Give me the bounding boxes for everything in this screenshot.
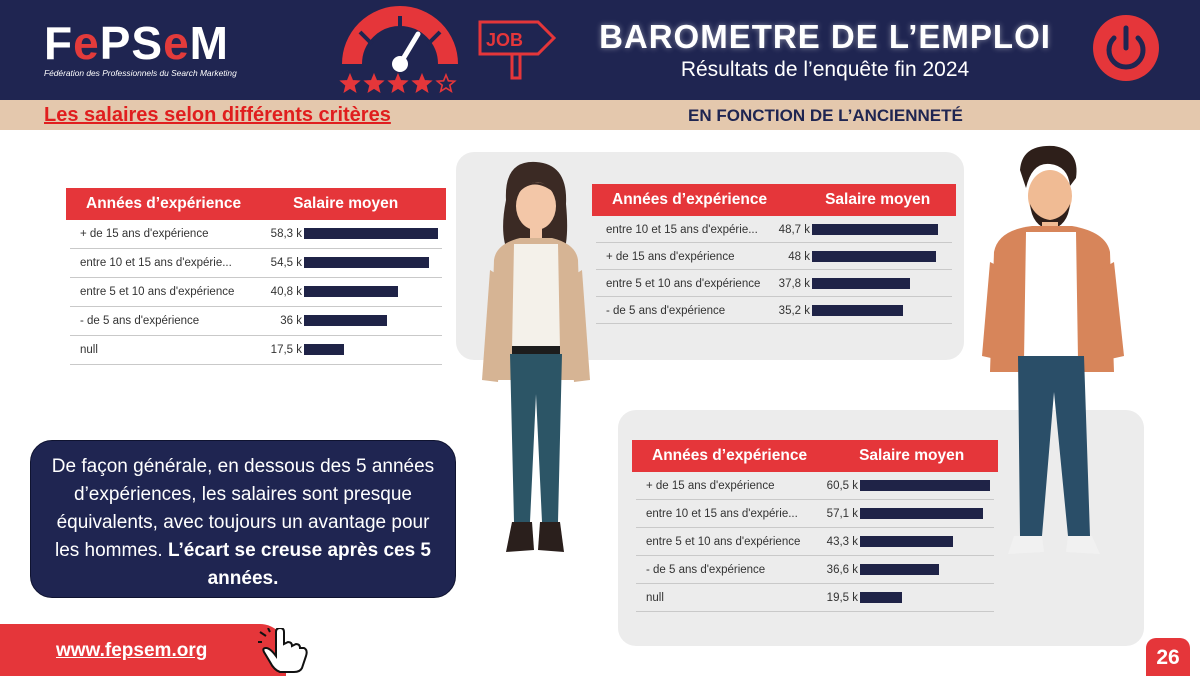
table-header [632,440,998,472]
value-label: 48 k [788,251,810,263]
website-link[interactable]: www.fepsem.org [56,640,208,661]
row-label: - de 5 ans d'expérience [80,315,200,327]
table-row [636,500,994,528]
row-label: null [80,344,98,356]
table-row [636,472,994,500]
conclusion-emphasis: L’écart se creuse après ces 5 années. [167,540,431,589]
fepsem-logo[interactable] [44,17,237,78]
table-row [70,278,442,307]
value-label: 60,5 k [826,480,858,492]
rating-stars [341,75,454,91]
salary-bar [812,305,903,316]
value-label: 40,8 k [270,286,302,298]
salary-bar [304,315,387,326]
page-title: BAROMETRE DE L’EMPLOI [599,18,1051,55]
star-icon [437,75,454,91]
header-bar [0,0,1200,100]
conclusion-text: De façon générale, en dessous des 5 années d’expériences, les salaires sont presque équivalents, avec toujours un avantage pour les hommes. [51,456,435,561]
table-row [636,556,994,584]
header-experience: Années d’expérience [86,195,242,212]
row-label: + de 15 ans d'expérience [80,228,209,240]
salary-bar [812,251,936,262]
row-label: null [646,592,664,604]
row-label: entre 10 et 15 ans d'expérie... [646,508,798,520]
salary-bar [812,278,910,289]
value-label: 43,3 k [826,536,858,548]
table-row [636,528,994,556]
salary-bar [304,286,398,297]
woman-illustration [476,160,592,556]
row-label: - de 5 ans d'expérience [606,305,726,317]
header-salary: Salaire moyen [859,447,965,464]
table-men [632,440,998,612]
job-sign-label: JOB [486,30,524,50]
value-label: 48,7 k [778,224,810,236]
value-label: 19,5 k [826,592,858,604]
table-row [596,216,952,243]
value-label: 17,5 k [270,344,302,356]
value-label: 57,1 k [826,508,858,520]
table-row [636,584,994,612]
row-label: entre 10 et 15 ans d'expérie... [80,257,232,269]
header-salary: Salaire moyen [825,191,931,208]
criterion-title: EN FONCTION DE L’ANCIENNETÉ [688,106,963,125]
conclusion-box [30,440,456,598]
header-experience: Années d’expérience [652,447,808,464]
job-sign-icon [476,18,560,82]
value-label: 37,8 k [778,278,810,290]
salary-bar [812,224,938,235]
table-row [596,243,952,270]
logo-subtitle: Fédération des Professionnels du Search Marketing [44,68,237,78]
title-block [560,18,1090,84]
value-label: 36,6 k [826,564,858,576]
table-row [70,220,442,249]
star-icon [341,75,358,91]
salary-bar [860,536,953,547]
gauge-icon [338,6,462,98]
pointer-hand-icon [258,628,310,674]
table-row [70,307,442,336]
row-label: entre 5 et 10 ans d'expérience [646,536,801,548]
header-salary: Salaire moyen [293,195,399,212]
table-header [66,188,446,220]
row-label: + de 15 ans d'expérience [606,251,735,263]
salary-bar [304,228,438,239]
table-women [592,184,956,324]
value-label: 58,3 k [270,228,302,240]
value-label: 54,5 k [270,257,302,269]
table-row [70,336,442,365]
star-icon [365,75,382,91]
star-icon [413,75,430,91]
power-icon[interactable] [1092,14,1160,82]
row-label: entre 5 et 10 ans d'expérience [80,286,235,298]
table-row [596,270,952,297]
row-label: + de 15 ans d'expérience [646,480,775,492]
table-row [70,249,442,278]
page-subtitle: Résultats de l’enquête fin 2024 [680,58,970,81]
man-illustration [980,142,1126,558]
salary-bar [304,344,344,355]
table-all-respondents [66,188,446,365]
value-label: 36 k [280,315,302,327]
salary-bar [860,480,990,491]
star-icon [389,75,406,91]
row-label: entre 10 et 15 ans d'expérie... [606,224,758,236]
value-label: 35,2 k [778,305,810,317]
salary-bar [860,564,939,575]
row-label: entre 5 et 10 ans d'expérience [606,278,761,290]
table-row [596,297,952,324]
salary-bar [860,592,902,603]
table-header [592,184,956,216]
logo-text: FePSeM [44,17,229,69]
row-label: - de 5 ans d'expérience [646,564,766,576]
page-number: 26 [1146,638,1190,676]
header-experience: Années d’expérience [612,191,768,208]
section-title: Les salaires selon différents critères [44,104,391,126]
salary-bar [860,508,983,519]
salary-bar [304,257,429,268]
